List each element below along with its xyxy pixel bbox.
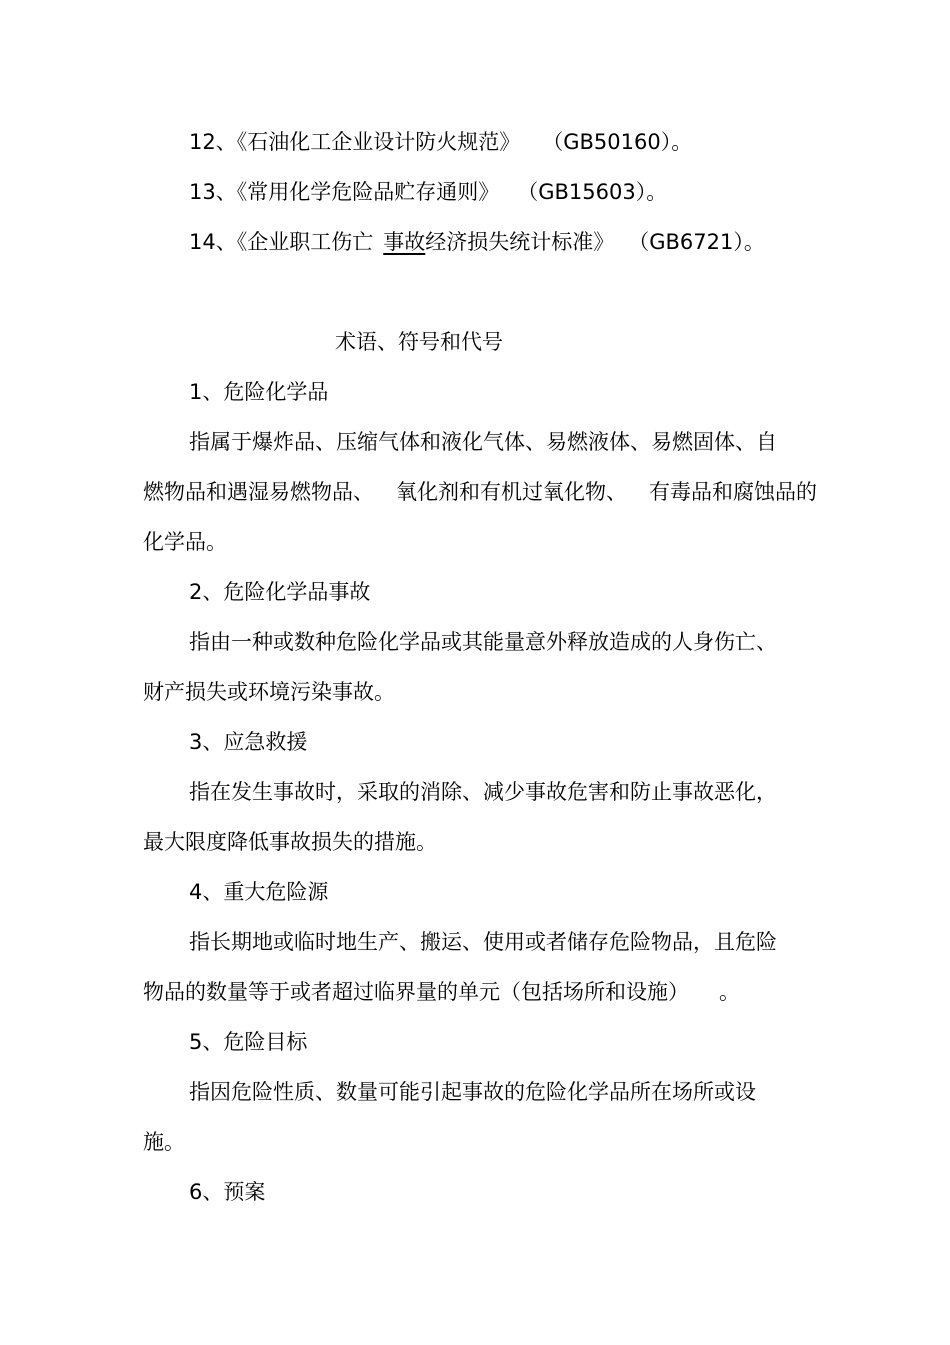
- term-definition-line: 化学品。: [143, 530, 227, 554]
- term-definition-line: 指因危险性质、数量可能引起事故的危险化学品所在场所或设: [189, 1080, 756, 1104]
- section-title: 术语、符号和代号: [335, 330, 503, 354]
- reference-title-underlined: 事故: [383, 230, 426, 254]
- reference-title: 《石油化工企业设计防火规范》: [236, 130, 521, 154]
- term-definition-line: 指由一种或数种危险化学品或其能量意外释放造成的人身伤亡、: [189, 630, 777, 654]
- term-definition-segment: 物品的数量等于或者超过临界量的单元（包括场所和设施）: [143, 980, 689, 1004]
- term-definition-line: 最大限度降低事故损失的措施。: [143, 830, 437, 854]
- term-heading: 6、预案: [189, 1180, 266, 1204]
- reference-13: [189, 178, 667, 206]
- term-definition-line: 指长期地或临时地生产、搬运、使用或者储存危险物品，且危险: [189, 930, 777, 954]
- term-heading: 4、重大危险源: [189, 880, 329, 904]
- reference-title: 《常用化学危险品贮存通则》: [236, 180, 500, 204]
- reference-title-part1: 《企业职工伤亡: [236, 230, 374, 254]
- term-definition-segment: 燃物品和遇湿易燃物品、: [143, 480, 374, 504]
- reference-12: [189, 128, 692, 156]
- reference-number: 14、: [189, 230, 237, 254]
- reference-title-part2: 经济损失统计标准》: [425, 230, 615, 254]
- term-definition-segment: 。: [719, 980, 740, 1004]
- term-definition-line: 财产损失或环境污染事故。: [143, 680, 395, 704]
- term-definition-line: 指属于爆炸品、压缩气体和液化气体、易燃液体、易燃固体、自: [189, 430, 777, 454]
- reference-code: （GB6721）。: [628, 230, 765, 254]
- term-heading: 5、危险目标: [189, 1030, 308, 1054]
- reference-code: （GB15603）。: [517, 180, 668, 204]
- term-heading: 3、应急救援: [189, 730, 308, 754]
- term-heading: 1、危险化学品: [189, 380, 329, 404]
- term-definition-line: 指在发生事故时，采取的消除、减少事故危害和防止事故恶化，: [189, 780, 777, 804]
- reference-number: 13、: [189, 180, 237, 204]
- term-heading: 2、危险化学品事故: [189, 580, 371, 604]
- reference-14: [189, 228, 765, 256]
- term-definition-segment: 有毒品和腐蚀品的: [649, 480, 817, 504]
- term-definition-line: [143, 978, 740, 1006]
- reference-code: （GB50160）。: [542, 130, 693, 154]
- term-definition-line: 施。: [143, 1130, 185, 1154]
- term-definition-segment: 氧化剂和有机过氧化物、: [396, 480, 627, 504]
- reference-number: 12、: [189, 130, 237, 154]
- term-definition-line: [143, 478, 817, 506]
